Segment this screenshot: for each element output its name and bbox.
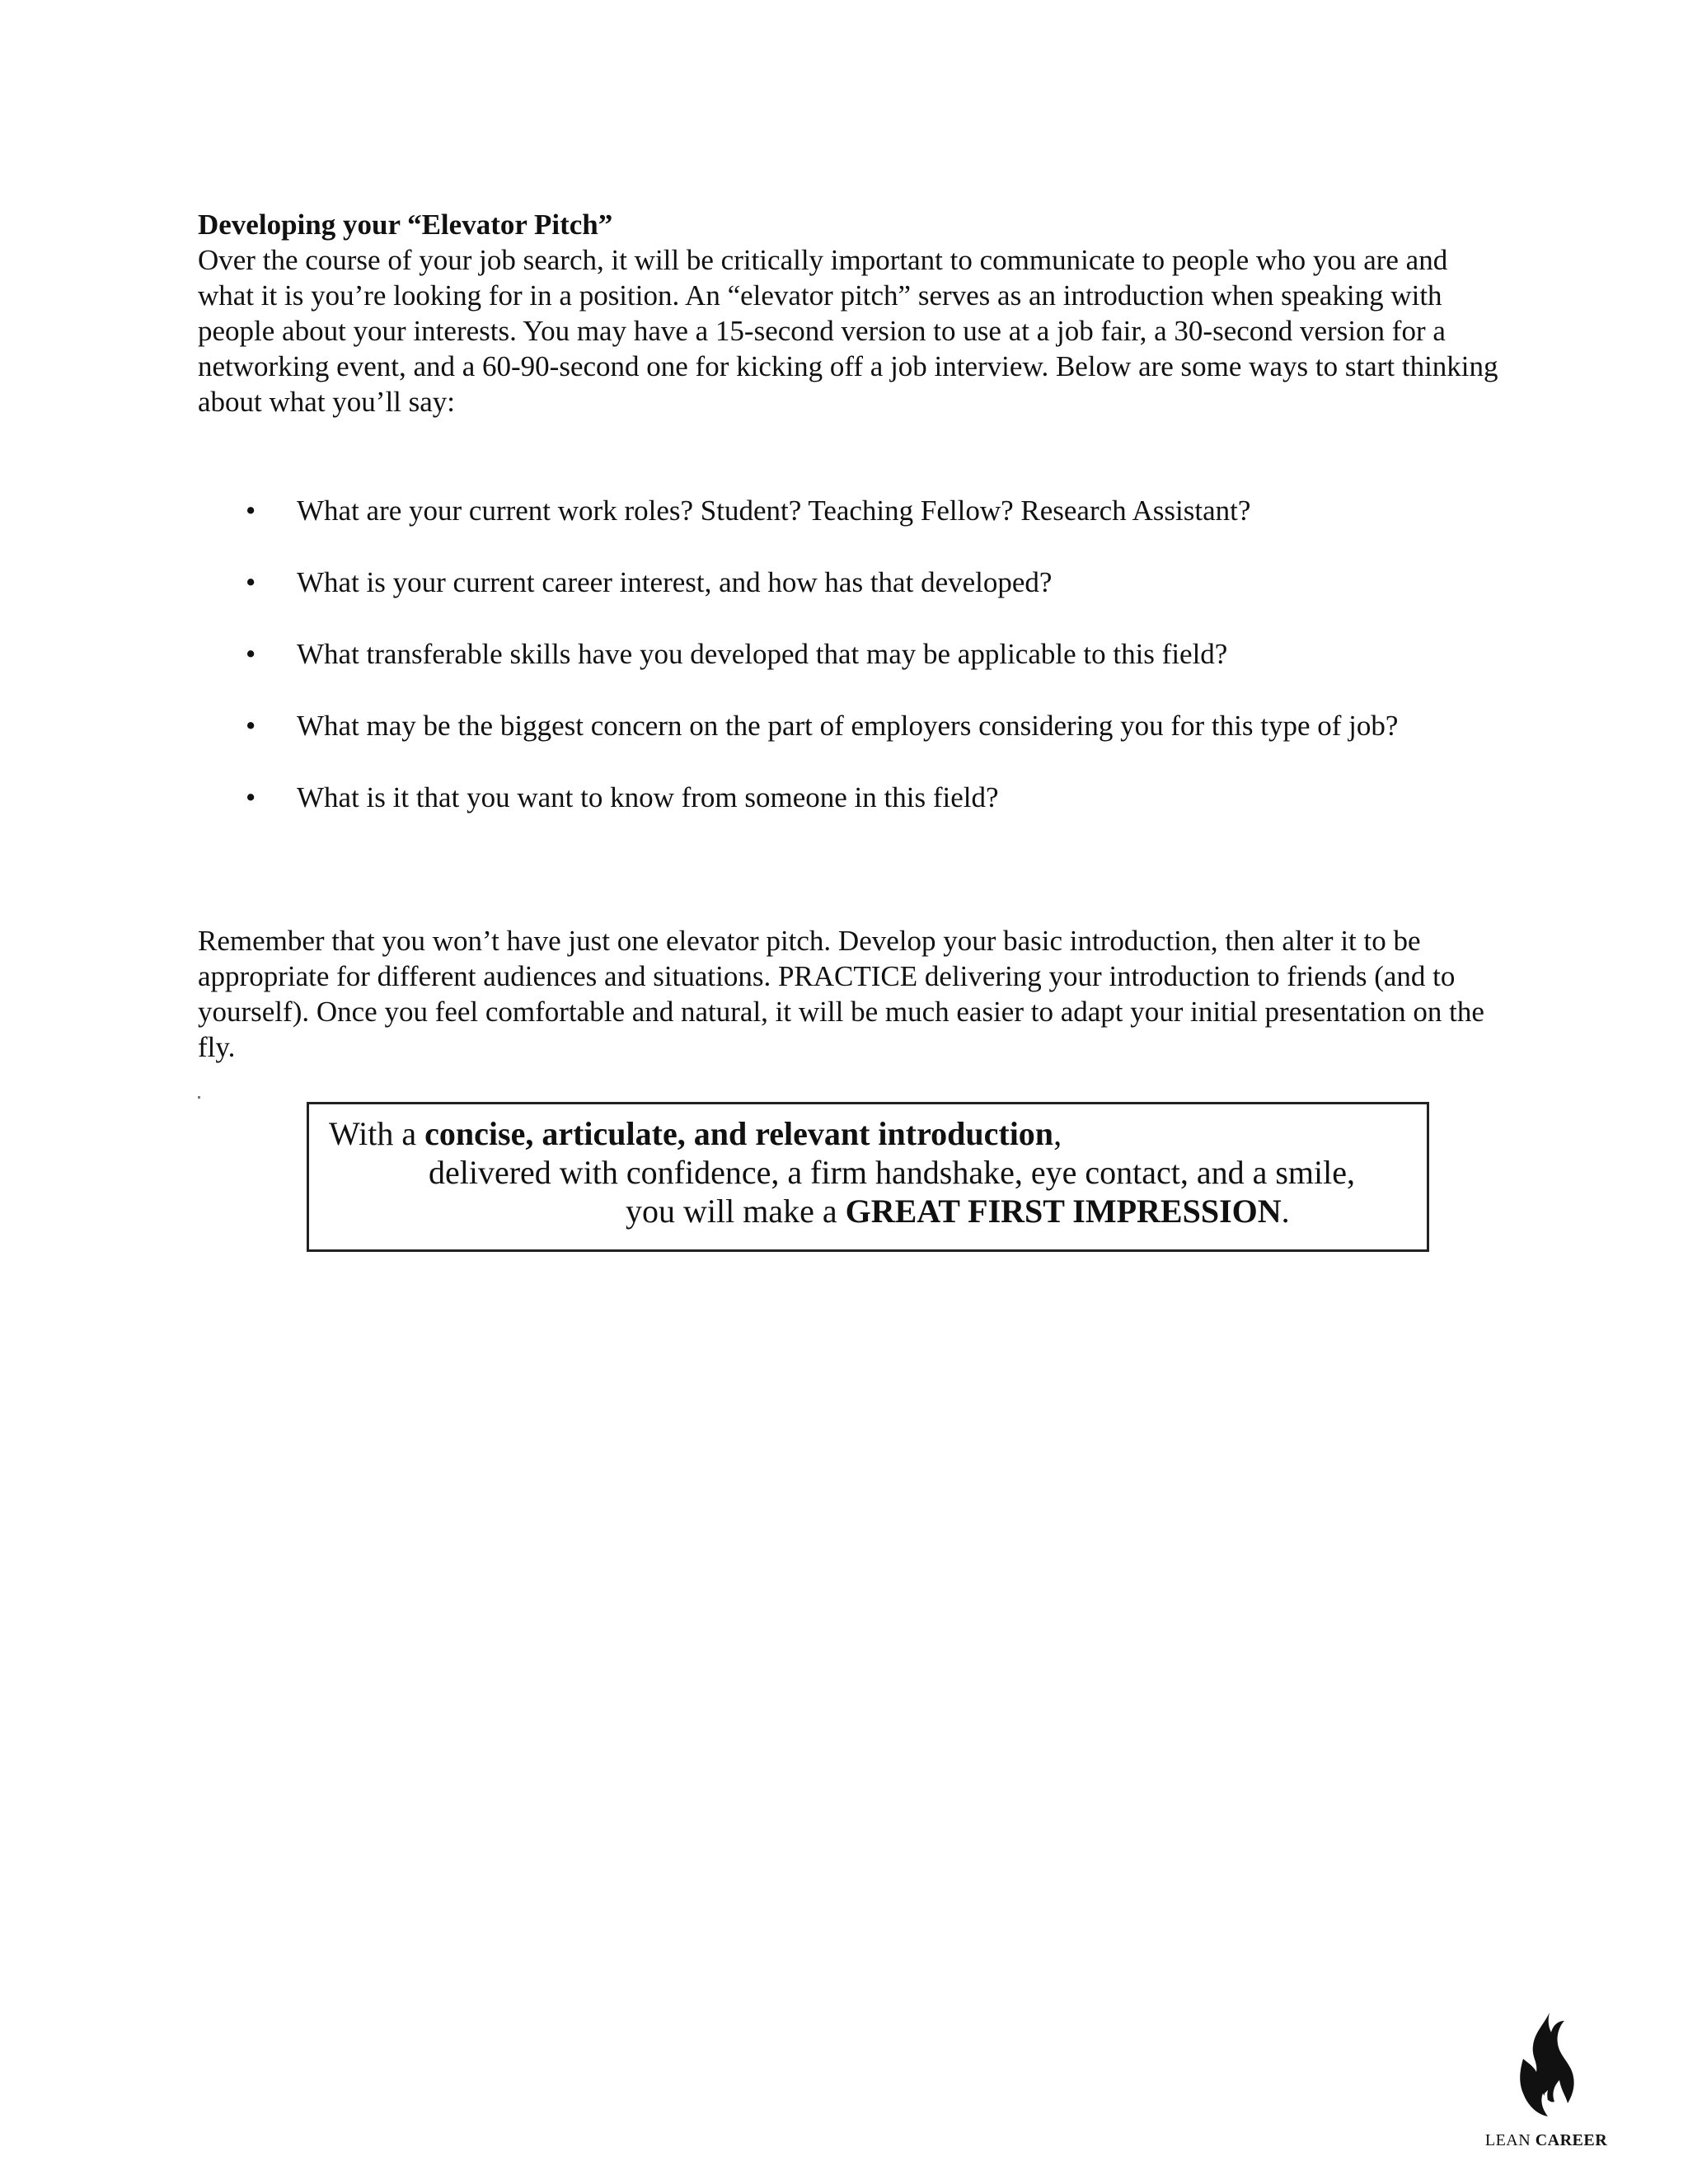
quote-emphasis: GREAT FIRST IMPRESSION — [845, 1193, 1282, 1230]
intro-line: fair, a 30-second version for a networking event, and a 60-90-second one for kicking off a job — [198, 315, 1446, 382]
quote-line-1 — [329, 1115, 1062, 1153]
quote-box — [307, 1102, 1429, 1252]
page-title: Developing your “Elevator Pitch” — [198, 209, 613, 241]
question-list — [198, 493, 1500, 851]
quote-text: you will make a — [626, 1193, 846, 1230]
logo-word: CAREER — [1535, 2131, 1608, 2149]
quote-line-3 — [626, 1193, 1290, 1230]
intro-paragraph — [198, 242, 1500, 419]
question-text: What are your current work roles? Student? Teaching Fellow? Research Assistant? — [297, 494, 1251, 527]
question-text: What may be the biggest concern on the part of employers considering you for this type of job? — [297, 710, 1399, 742]
logo-word: LEAN — [1484, 2131, 1531, 2149]
list-item — [198, 636, 1500, 672]
stray-mark — [198, 1096, 200, 1099]
list-item — [198, 780, 1500, 815]
remember-line: it to be appropriate for different audiences and situations. PRACTICE delivering your introduction — [198, 925, 1421, 992]
logo-wordmark — [1480, 2131, 1612, 2150]
quote-text: With a — [329, 1115, 425, 1152]
question-text: What is your current career interest, and how has that developed? — [297, 566, 1053, 598]
quote-text: . — [1281, 1193, 1290, 1230]
quote-text: , — [1053, 1115, 1062, 1152]
remember-line: your initial presentation on the fly. — [198, 996, 1484, 1063]
quote-emphasis: concise, articulate, and relevant introduction — [424, 1115, 1054, 1152]
flame-icon — [1518, 2011, 1576, 2118]
bullet-icon: • — [246, 638, 256, 670]
intro-line: are and what it is you’re looking for in a position. An “elevator pitch” serves as an introduction — [198, 244, 1448, 312]
lean-career-logo — [1480, 2011, 1612, 2159]
bullet-icon: • — [246, 710, 256, 742]
intro-line: Over the course of your job search, it will be critically important to communicate to people who you — [198, 244, 1357, 276]
intro-line: when speaking with people about your interests. You may have a 15-second version to use at a job — [198, 279, 1442, 347]
remember-line: Remember that you won’t have just one elevator pitch. Develop your basic introduction, then alter — [198, 925, 1334, 957]
question-text: What is it that you want to know from someone in this field? — [297, 781, 999, 813]
intro-line: interview. Below are some ways to start thinking about what you’ll say: — [198, 350, 1498, 418]
remember-paragraph — [198, 923, 1500, 1065]
quote-line-2: delivered with confidence, a firm handshake, eye contact, and a smile, — [429, 1154, 1355, 1191]
list-item — [198, 493, 1500, 528]
bullet-icon: • — [246, 494, 256, 527]
bullet-icon: • — [246, 781, 256, 813]
bullet-icon: • — [246, 566, 256, 598]
remember-line: to friends (and to yourself). Once you feel comfortable and natural, it will be much easier to adapt — [198, 960, 1456, 1028]
list-item — [198, 708, 1500, 743]
list-item — [198, 565, 1500, 600]
question-text: What transferable skills have you developed that may be applicable to this field? — [297, 638, 1228, 670]
